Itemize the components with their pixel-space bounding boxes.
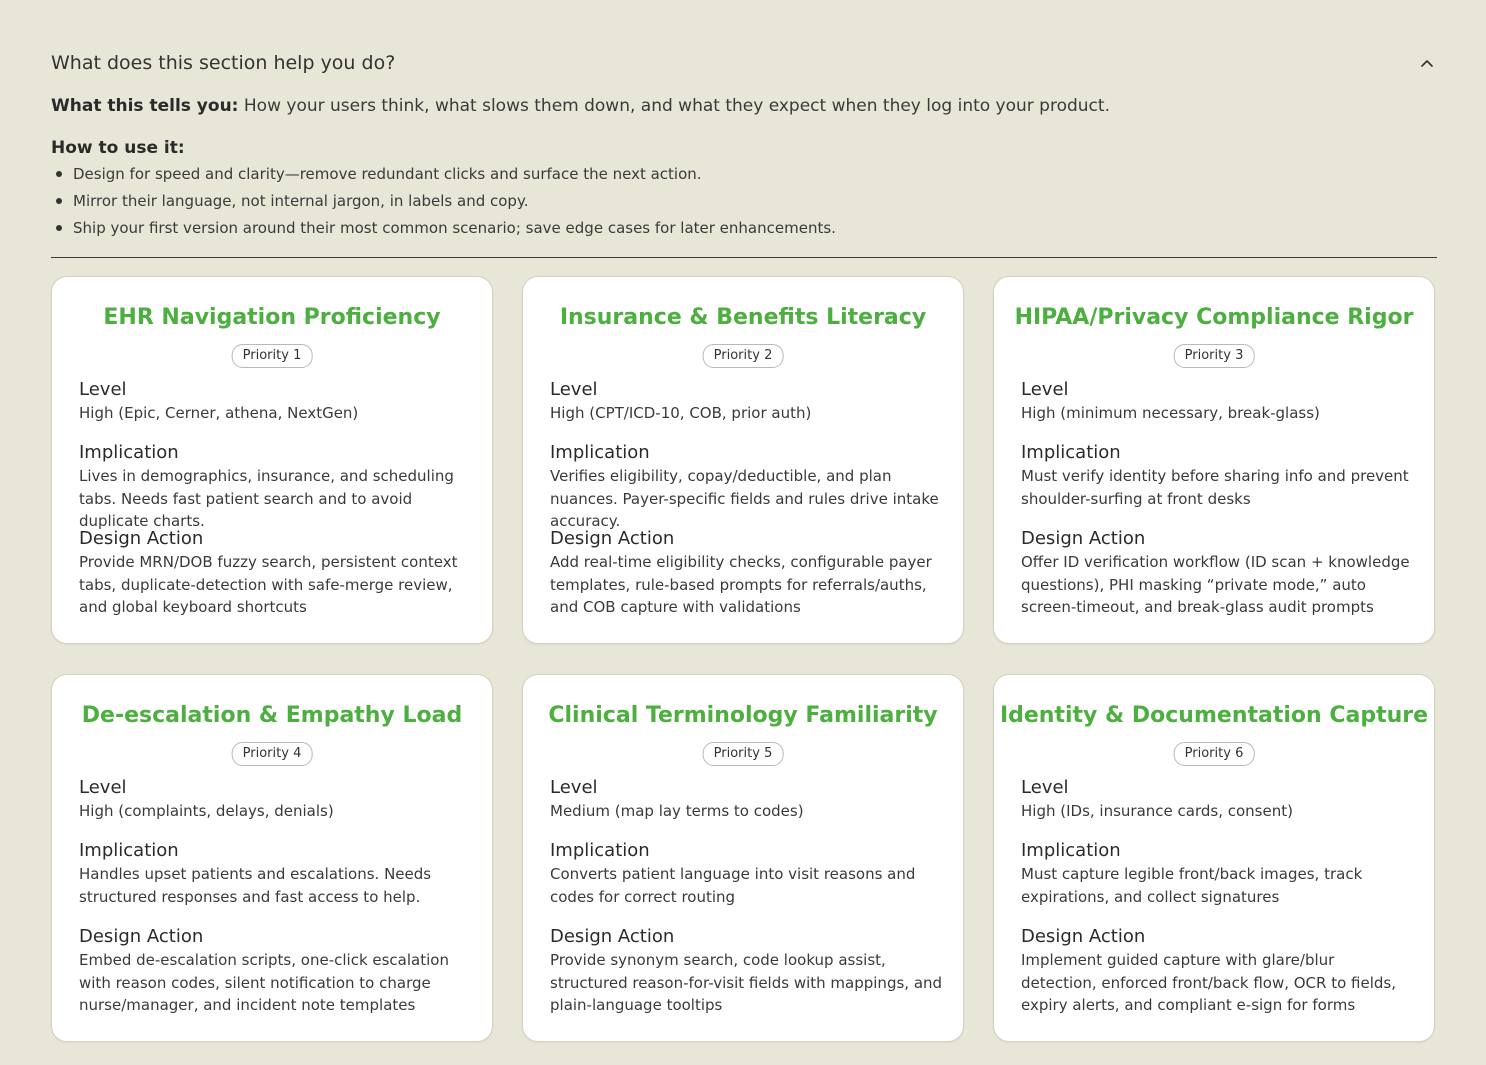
implication-label: Implication — [79, 442, 179, 463]
card-title: EHR Navigation Proficiency — [103, 305, 441, 330]
card-clinical-terminology — [522, 674, 964, 1042]
level-value: High (minimum necessary, break-glass) — [1021, 404, 1320, 422]
priority-badge: Priority 3 — [1174, 344, 1255, 368]
priority-badge: Priority 5 — [703, 742, 784, 766]
implication-value: Must capture legible front/back images, track expirations, and collect signatures — [1021, 865, 1363, 906]
list-item: Mirror their language, not internal jargon, in labels and copy. — [51, 190, 836, 217]
level-label: Level — [79, 777, 127, 798]
implication-field — [79, 839, 472, 908]
divider — [51, 257, 1437, 258]
implication-label: Implication — [550, 442, 650, 463]
level-label: Level — [1021, 777, 1069, 798]
design-action-value: Provide synonym search, code lookup assist, structured reason-for-visit fields with mappings, and plain-language tooltips — [550, 951, 943, 1014]
priority-badge: Priority 1 — [232, 344, 313, 368]
implication-label: Implication — [550, 840, 650, 861]
level-value: Medium (map lay terms to codes) — [550, 802, 804, 820]
design-action-label: Design Action — [79, 528, 204, 549]
card-de-escalation — [51, 674, 493, 1042]
tells-text: How your users think, what slows them down, and what they expect when they log into your product. — [238, 96, 1110, 116]
level-label: Level — [550, 379, 598, 400]
implication-field — [79, 441, 472, 533]
implication-field — [1021, 441, 1414, 510]
design-action-field — [79, 925, 472, 1017]
level-field — [79, 776, 472, 823]
card-ehr-navigation — [51, 276, 493, 644]
implication-value: Handles upset patients and escalations. Needs structured responses and fast access to help. — [79, 865, 432, 906]
level-label: Level — [79, 379, 127, 400]
implication-field — [550, 441, 943, 533]
priority-badge: Priority 2 — [703, 344, 784, 368]
card-title: HIPAA/Privacy Compliance Rigor — [1014, 305, 1414, 330]
card-title: Insurance & Benefits Literacy — [559, 305, 927, 330]
level-field — [550, 378, 943, 425]
priority-badge: Priority 4 — [232, 742, 313, 766]
implication-label: Implication — [79, 840, 179, 861]
how-to-use-title: How to use it: — [51, 138, 185, 158]
design-action-field — [79, 527, 472, 619]
implication-value: Converts patient language into visit reasons and codes for correct routing — [550, 865, 916, 906]
implication-label: Implication — [1021, 840, 1121, 861]
level-value: High (complaints, delays, denials) — [79, 802, 334, 820]
design-action-value: Implement guided capture with glare/blur detection, enforced front/back flow, OCR to fields, expiry alerts, and compliant e-sign for forms — [1021, 951, 1396, 1014]
design-action-label: Design Action — [1021, 926, 1146, 947]
implication-value: Lives in demographics, insurance, and scheduling tabs. Needs fast patient search and to avoid duplicate charts. — [79, 467, 454, 530]
level-value: High (CPT/ICD-10, COB, prior auth) — [550, 404, 812, 422]
implication-value: Verifies eligibility, copay/deductible, and plan nuances. Payer-specific fields and rules drive intake accuracy. — [550, 467, 939, 530]
list-item: Ship your first version around their most common scenario; save edge cases for later enhancements. — [51, 217, 836, 244]
design-action-label: Design Action — [79, 926, 204, 947]
level-label: Level — [550, 777, 598, 798]
level-value: High (IDs, insurance cards, consent) — [1021, 802, 1293, 820]
level-field — [1021, 776, 1414, 823]
how-to-use-list — [51, 163, 836, 244]
level-value: High (Epic, Cerner, athena, NextGen) — [79, 404, 359, 422]
level-field — [1021, 378, 1414, 425]
design-action-value: Add real-time eligibility checks, configurable payer templates, rule-based prompts for referrals/auths, and COB capture with validations — [550, 553, 932, 616]
card-hipaa-privacy — [993, 276, 1435, 644]
design-action-label: Design Action — [1021, 528, 1146, 549]
implication-field — [1021, 839, 1414, 908]
card-title: Identity & Documentation Capture — [999, 703, 1429, 728]
design-action-field — [550, 925, 943, 1017]
card-insurance-benefits — [522, 276, 964, 644]
card-title: Clinical Terminology Familiarity — [548, 703, 938, 728]
implication-field — [550, 839, 943, 908]
tells-label: What this tells you: — [51, 96, 239, 116]
section-header[interactable] — [51, 48, 1437, 78]
level-label: Level — [1021, 379, 1069, 400]
design-action-field — [1021, 527, 1414, 619]
implication-value: Must verify identity before sharing info and prevent shoulder-surfing at front desks — [1021, 467, 1409, 508]
design-action-label: Design Action — [550, 926, 675, 947]
level-field — [550, 776, 943, 823]
implication-label: Implication — [1021, 442, 1121, 463]
design-action-label: Design Action — [550, 528, 675, 549]
design-action-value: Offer ID verification workflow (ID scan + knowledge questions), PHI masking “private mode,” auto screen-timeout, and break-glass audit prompts — [1021, 553, 1410, 616]
design-action-field — [550, 527, 943, 619]
design-action-value: Embed de-escalation scripts, one-click escalation with reason codes, silent notification to charge nurse/manager, and incident note templates — [79, 951, 449, 1014]
card-identity-documentation — [993, 674, 1435, 1042]
design-action-field — [1021, 925, 1414, 1017]
list-item: Design for speed and clarity—remove redundant clicks and surface the next action. — [51, 163, 836, 190]
level-field — [79, 378, 472, 425]
chevron-up-icon[interactable] — [1419, 55, 1435, 71]
what-this-tells-you — [51, 96, 1110, 116]
card-title: De-escalation & Empathy Load — [81, 703, 463, 728]
section-title: What does this section help you do? — [51, 52, 396, 74]
priority-badge: Priority 6 — [1174, 742, 1255, 766]
design-action-value: Provide MRN/DOB fuzzy search, persistent context tabs, duplicate-detection with safe-merge review, and global keyboard shortcuts — [79, 553, 458, 616]
